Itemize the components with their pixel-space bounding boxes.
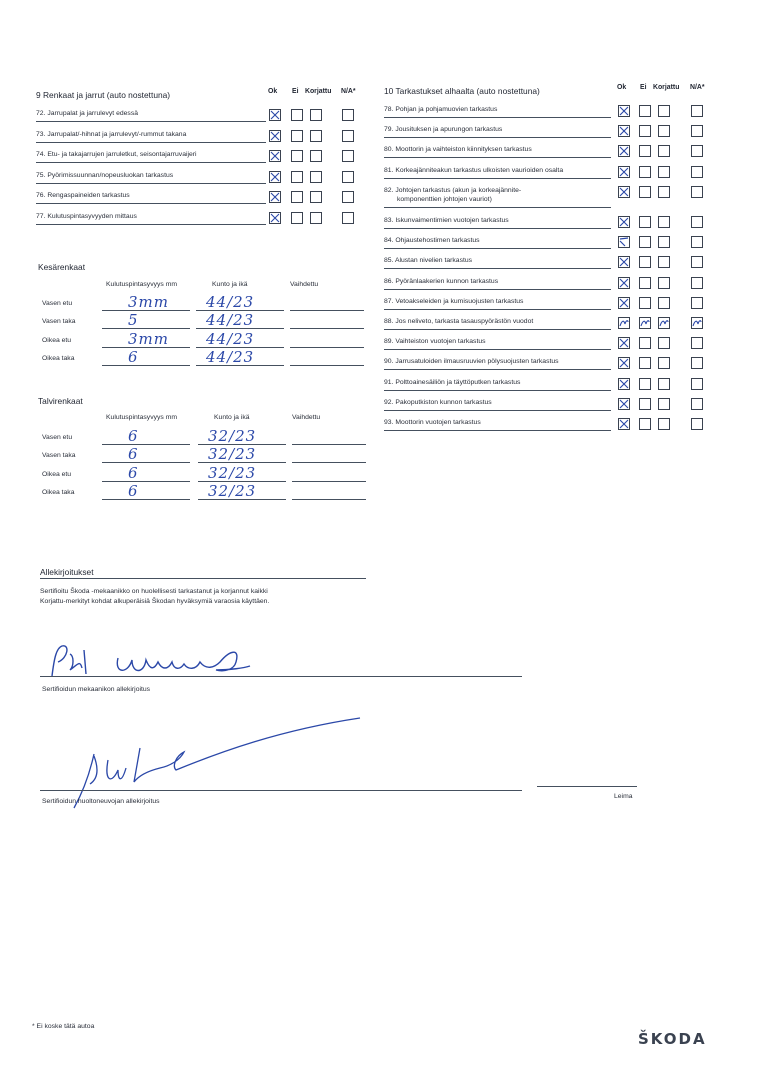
summer-changed-line [290,365,364,366]
winter-depth-line [102,481,190,482]
section9-item-label: 75. Pyörimissuunnan/nopeusluokan tarkastus [36,171,174,179]
section10-checkbox-na[interactable] [691,145,703,157]
stamp-line [537,786,637,787]
summer-cond-value: 44/23 [206,329,255,348]
section10-checkbox-ei[interactable] [639,418,651,430]
section9-checkbox-ei[interactable] [291,191,303,203]
section9-checkbox-ok[interactable] [269,191,281,203]
section10-checkbox-ok[interactable] [618,337,630,349]
section10-checkbox-ei[interactable] [639,357,651,369]
signatures-divider [40,578,366,579]
section10-row-line [384,157,611,158]
summer-depth-value: 6 [128,347,139,366]
section10-checkbox-korjattu[interactable] [658,145,670,157]
section10-checkbox-na[interactable] [691,216,703,228]
section10-checkbox-na[interactable] [691,236,703,248]
section10-checkbox-korjattu[interactable] [658,317,670,329]
section9-item-label: 72. Jarrupalat ja jarrulevyt edessä [36,110,139,117]
summer-pos-label: Oikea taka [42,354,75,362]
section10-item-label: 91. Polttoainesäiliön ja täyttöputken tarkastus [384,378,521,386]
section10-checkbox-korjattu[interactable] [658,105,670,117]
section10-item-label: 86. Pyöränlaakerien kunnon tarkastus [384,277,499,285]
section10-checkbox-korjattu[interactable] [658,418,670,430]
section9-checkbox-korjattu[interactable] [310,212,322,224]
winter-changed-line [292,481,366,482]
section10-row-line [384,178,611,179]
section10-checkbox-na[interactable] [691,337,703,349]
section10-checkbox-ei[interactable] [639,125,651,137]
section10-checkbox-ei[interactable] [639,398,651,410]
advisor-signature [60,712,370,812]
section10-checkbox-ok[interactable] [618,357,630,369]
section9-row-line [36,162,266,163]
section10-checkbox-ok[interactable] [618,256,630,268]
section10-col-ei: Ei [640,84,647,91]
signatures-text-1: Sertifioitu Škoda -mekaanikko on huolellisesti tarkastanut ja korjannut kaikki [40,588,268,595]
winter-depth-line [102,499,190,500]
section10-checkbox-korjattu[interactable] [658,216,670,228]
section9-checkbox-ei[interactable] [291,171,303,183]
section9-checkbox-korjattu[interactable] [310,150,322,162]
section10-checkbox-ei[interactable] [639,186,651,198]
section9-item-label: 73. Jarrupalat/-hihnat ja jarrulevyt/-rummut takana [36,130,187,138]
section10-checkbox-na[interactable] [691,125,703,137]
winter-depth-line [102,462,190,463]
summer-col-depth: Kulutuspintasyvyys mm [106,281,178,288]
summer-pos-label: Vasen etu [42,300,73,307]
section10-checkbox-ei[interactable] [639,145,651,157]
footnote: * Ei koske tätä autoa [32,1023,95,1030]
section10-col-korjattu: Korjattu [653,84,680,91]
section10-checkbox-korjattu[interactable] [658,256,670,268]
section9-row-line [36,183,266,184]
section9-checkbox-ok[interactable] [269,109,281,121]
summer-col-changed: Vaihdettu [290,281,319,288]
section10-checkbox-ok[interactable] [618,166,630,178]
section9-checkbox-na[interactable] [342,191,354,203]
section9-checkbox-ei[interactable] [291,150,303,162]
section9-checkbox-korjattu[interactable] [310,130,322,142]
section10-checkbox-ok[interactable] [618,105,630,117]
section10-item-label-cont: komponenttien johtojen vauriot) [397,195,492,203]
section10-checkbox-na[interactable] [691,297,703,309]
winter-pos-label: Vasen etu [42,434,73,441]
section9-row-line [36,142,266,143]
section10-row-line [384,349,611,350]
section9-item-label: 77. Kulutuspintasyvyyden mittaus [36,213,137,220]
section10-row-line [384,268,611,269]
section10-row-line [384,390,611,391]
winter-pos-label: Vasen taka [42,452,76,460]
section10-checkbox-ei[interactable] [639,105,651,117]
section10-checkbox-korjattu[interactable] [658,236,670,248]
section10-checkbox-korjattu[interactable] [658,398,670,410]
section10-row-line [384,369,611,370]
section10-checkbox-na[interactable] [691,378,703,390]
section9-checkbox-na[interactable] [342,150,354,162]
summer-cond-value: 44/23 [206,347,255,366]
winter-col-changed: Vaihdettu [292,414,321,421]
section10-checkbox-ok[interactable] [618,216,630,228]
winter-depth-line [102,444,190,445]
signatures-text-2: Korjattu-merkityt kohdat alkuperäisiä Škodan hyväksymiä varaosia käyttäen. [40,598,270,605]
winter-title: Talvirenkaat [38,396,83,406]
section10-checkbox-korjattu[interactable] [658,297,670,309]
section10-title: 10 Tarkastukset alhaalta (auto nostettuna) [384,86,540,96]
section10-checkbox-na[interactable] [691,357,703,369]
section10-checkbox-korjattu[interactable] [658,357,670,369]
section9-title: 9 Renkaat ja jarrut (auto nostettuna) [36,90,171,100]
section10-item-label: 90. Jarrusatuloiden ilmausruuvien pölysuojusten tarkastus [384,358,559,366]
section10-checkbox-ei[interactable] [639,216,651,228]
section9-row-line [36,203,266,204]
section10-checkbox-korjattu[interactable] [658,378,670,390]
section9-checkbox-ok[interactable] [269,130,281,142]
mechanic-signature-label: Sertifioidun mekaanikon allekirjoitus [42,686,151,693]
section10-checkbox-na[interactable] [691,398,703,410]
winter-col-cond: Kunto ja ikä [214,414,250,421]
winter-depth-value: 6 [128,427,139,445]
winter-pos-label: Oikea etu [42,470,72,478]
section10-checkbox-ei[interactable] [639,317,651,329]
section9-checkbox-ok[interactable] [269,150,281,162]
section9-checkbox-na[interactable] [342,171,354,183]
section10-checkbox-na[interactable] [691,418,703,430]
section10-row-line [384,430,611,431]
section10-checkbox-korjattu[interactable] [658,125,670,137]
section9-checkbox-ok[interactable] [269,212,281,224]
section9-checkbox-na[interactable] [342,212,354,224]
winter-depth-value: 6 [128,445,139,464]
section10-checkbox-na[interactable] [691,317,703,329]
winter-cond-value: 32/23 [208,445,257,464]
winter-depth-value: 6 [128,463,139,482]
section9-checkbox-korjattu[interactable] [310,109,322,121]
advisor-signature-label: Sertifioidun huoltoneuvojan allekirjoitus [42,798,160,805]
section10-row-line [384,410,611,411]
section10-row-line [384,309,611,310]
section10-row-line [384,228,611,229]
summer-col-cond: Kunto ja ikä [212,281,248,288]
section9-row-line [36,224,266,225]
summer-title: Kesärenkaat [38,262,86,272]
section10-checkbox-ei[interactable] [639,236,651,248]
section9-item-label: 76. Rengaspaineiden tarkastus [36,192,130,200]
section10-checkbox-na[interactable] [691,166,703,178]
section10-checkbox-ok[interactable] [618,236,630,248]
winter-cond-value: 32/23 [208,481,257,500]
section10-checkbox-ok[interactable] [618,277,630,289]
section10-item-label: 84. Ohjaustehostimen tarkastus [384,237,480,245]
winter-changed-line [292,462,366,463]
section10-checkbox-ok[interactable] [618,186,630,198]
winter-pos-label: Oikea taka [42,488,75,496]
summer-cond-value: 44/23 [206,311,255,330]
section9-checkbox-ei[interactable] [291,212,303,224]
section10-checkbox-ei[interactable] [639,166,651,178]
summer-changed-line [290,310,364,311]
summer-cond-value: 44/23 [206,293,255,311]
winter-changed-line [292,499,366,500]
section10-item-label: 83. Iskunvaimentimien vuotojen tarkastus [384,217,509,224]
section10-checkbox-ei[interactable] [639,277,651,289]
section9-checkbox-korjattu[interactable] [310,171,322,183]
section10-checkbox-na[interactable] [691,105,703,117]
section10-checkbox-korjattu[interactable] [658,186,670,198]
winter-changed-line [292,444,366,445]
section10-item-label: 81. Korkeajänniteakun tarkastus ulkoisten vaurioiden osalta [384,166,564,174]
section10-checkbox-ei[interactable] [639,378,651,390]
section10-checkbox-ei[interactable] [639,256,651,268]
section10-item-label: 89. Vaihteiston vuotojen tarkastus [384,338,486,346]
mechanic-signature [40,640,260,685]
section9-checkbox-ei[interactable] [291,109,303,121]
section9-col-ok: Ok [268,88,278,95]
summer-changed-line [290,328,364,329]
section10-checkbox-na[interactable] [691,186,703,198]
mechanic-signature-line [40,676,522,677]
section10-item-label: 78. Pohjan ja pohjamuovien tarkastus [384,106,498,113]
section10-item-label: 85. Alustan nivelien tarkastus [384,257,473,265]
section10-checkbox-ok[interactable] [618,418,630,430]
section10-row-line [384,248,611,249]
winter-depth-value: 6 [128,481,139,500]
section9-checkbox-na[interactable] [342,109,354,121]
section10-row-line [384,207,611,208]
section10-item-label: 79. Jousituksen ja apurungon tarkastus [384,126,503,134]
section9-checkbox-ok[interactable] [269,171,281,183]
section10-checkbox-ok[interactable] [618,145,630,157]
signatures-title: Allekirjoitukset [40,567,94,577]
section10-item-label: 87. Vetoakseleiden ja kumisuojusten tarkastus [384,297,524,305]
section9-row-line [36,121,266,122]
section10-col-na: N/A* [690,84,705,91]
summer-depth-value: 5 [128,311,139,330]
section10-row-line [384,289,611,290]
section9-checkbox-korjattu[interactable] [310,191,322,203]
skoda-logo: ŠKODA [638,1030,707,1048]
section10-row-line [384,329,611,330]
section10-checkbox-korjattu[interactable] [658,337,670,349]
winter-col-depth: Kulutuspintasyvyys mm [106,414,178,421]
section10-col-ok: Ok [617,84,627,91]
section9-col-korjattu: Korjattu [305,88,332,95]
section10-item-label: 92. Pakoputkiston kunnon tarkastus [384,398,492,406]
section10-checkbox-na[interactable] [691,277,703,289]
summer-depth-value: 3mm [128,329,169,348]
section10-item-label: 82. Johtojen tarkastus (akun ja korkeajännite- [384,186,522,194]
section10-checkbox-ok[interactable] [618,317,630,329]
section10-item-label: 80. Moottorin ja vaihteiston kiinnityksen tarkastus [384,146,532,154]
section9-col-ei: Ei [292,88,299,95]
section10-checkbox-ok[interactable] [618,378,630,390]
section9-col-na: N/A* [341,88,356,95]
section9-checkbox-ei[interactable] [291,130,303,142]
section9-item-label: 74. Etu- ja takajarrujen jarruletkut, seisontajarruvaijeri [36,151,197,159]
summer-changed-line [290,347,364,348]
summer-pos-label: Oikea etu [42,336,72,344]
section10-row-line [384,117,611,118]
section10-row-line [384,137,611,138]
section10-checkbox-ei[interactable] [639,297,651,309]
summer-pos-label: Vasen taka [42,318,76,326]
section9-checkbox-na[interactable] [342,130,354,142]
winter-cond-value: 32/23 [208,463,257,482]
winter-cond-value: 32/23 [208,427,257,445]
stamp-label: Leima [614,793,633,800]
summer-depth-line [102,365,190,366]
section10-checkbox-ei[interactable] [639,337,651,349]
section10-checkbox-korjattu[interactable] [658,166,670,178]
section10-checkbox-korjattu[interactable] [658,277,670,289]
advisor-signature-line [40,790,522,791]
section10-checkbox-na[interactable] [691,256,703,268]
summer-depth-value: 3mm [128,293,169,311]
section10-item-label: 93. Moottorin vuotojen tarkastus [384,419,481,426]
section10-checkbox-ok[interactable] [618,297,630,309]
section10-item-label: 88. Jos neliveto, tarkasta tasauspyörästön vuodot [384,318,534,325]
section10-checkbox-ok[interactable] [618,125,630,137]
section10-checkbox-ok[interactable] [618,398,630,410]
